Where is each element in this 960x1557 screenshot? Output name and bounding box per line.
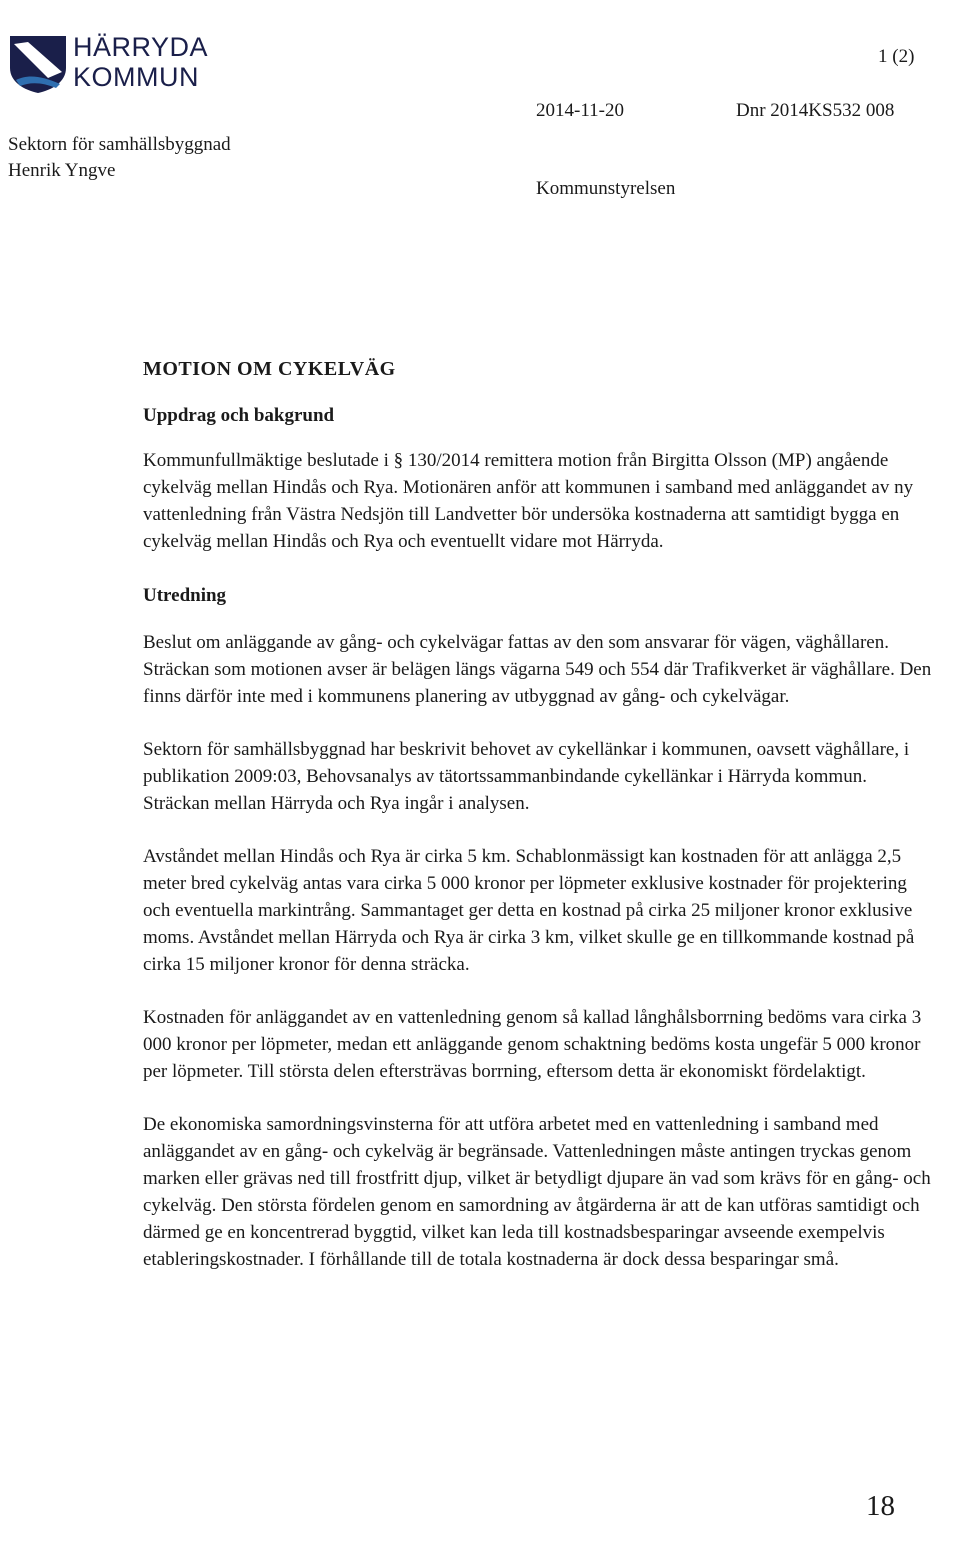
page-indicator: 1 (2): [878, 46, 915, 67]
section-heading-utredning: Utredning: [143, 585, 227, 606]
document-title: MOTION OM CYKELVÄG: [143, 358, 396, 380]
harryda-coat-of-arms-icon: [8, 34, 68, 94]
section-heading-uppdrag: Uppdrag och bakgrund: [143, 405, 335, 426]
paragraph: Avståndet mellan Hindås och Rya är cirka 5 km. Schablonmässigt kan kostnaden för att anlägga 2,5 meter bred cykelväg antas vara cirka 5 000 kronor per löpmeter exklusive kostnader för projektering och eventuella markintrång. Sammantaget ger detta en kostnad på cirka 25 miljoner kronor exklusive moms. Avståndet mellan Härryda och Rya är cirka 3 km, vilket skulle ge en tillkommande kostnad på cirka 15 miljoner kronor för denna sträcka.: [143, 846, 915, 975]
paragraph: De ekonomiska samordningsvinsterna för att utföra arbetet med en vattenledning i samband med anläggandet av en gång- och cykelväg är begränsade. Vattenledningen måste antingen tryckas genom marken eller grävas ned till frostfritt djup, vilket är betydligt djupare än vad som krävs för en gång- och cykelväg. Den största fördelen genom en samordning av åtgärderna är att de kan utföras samtidigt och därmed ge en koncentrerad byggtid, vilket kan leda till kostnadsbesparingar avseende exempelvis etableringskostnader. I förhållande till de totala kostnaderna är dock dessa besparingar små.: [143, 1114, 931, 1270]
sender-department: Sektorn för samhällsbyggnad: [8, 134, 231, 155]
sender-name: Henrik Yngve: [8, 160, 116, 181]
document-date: 2014-11-20: [536, 100, 624, 121]
municipality-logo: [8, 30, 223, 100]
logo-line-1: HÄRRYDA: [73, 32, 209, 62]
paragraph: Kostnaden för anläggandet av en vattenledning genom så kallad långhålsborrning bedöms vara cirka 3 000 kronor per löpmeter, medan ett anläggande genom schaktning bedöms kosta ungefär 5 000 kronor per löpmeter. Till största delen eftersträvas borrning, eftersom detta är ekonomiskt fördelaktigt.: [143, 1007, 922, 1082]
sender-block: [8, 132, 231, 184]
logo-line-2: KOMMUN: [73, 62, 199, 92]
paragraph: Sektorn för samhällsbyggnad har beskrivit behovet av cykellänkar i kommunen, oavsett väghållare, i publikation 2009:03, Behovsanalys av tätortssammanbindande cykellänkar i Härryda kommun. Sträckan mellan Härryda och Rya ingår i analysen.: [143, 739, 910, 814]
footer-page-number: 18: [866, 1490, 895, 1522]
logo-wordmark: [73, 32, 208, 92]
paragraph: Kommunfullmäktige beslutade i § 130/2014 remittera motion från Birgitta Olsson (MP) angående cykelväg mellan Hindås och Rya. Motionären anför att kommunen i samband med anläggandet av ny vattenledning från Västra Nedsjön till Landvetter bör undersöka kostnaderna att samtidigt bygga en cykelväg mellan Hindås och Rya och eventuellt vidare mot Härryda.: [143, 450, 914, 552]
document-body: [143, 358, 933, 1273]
recipient: Kommunstyrelsen: [536, 178, 676, 199]
paragraph: Beslut om anläggande av gång- och cykelvägar fattas av den som ansvarar för vägen, väghållaren. Sträckan som motionen avser är belägen längs vägarna 549 och 554 där Trafikverket är väghållare. Den finns därför inte med i kommunens planering av utbyggnad av gång- och cykelvägar.: [143, 632, 932, 707]
document-registration-number: Dnr 2014KS532 008: [736, 100, 895, 121]
